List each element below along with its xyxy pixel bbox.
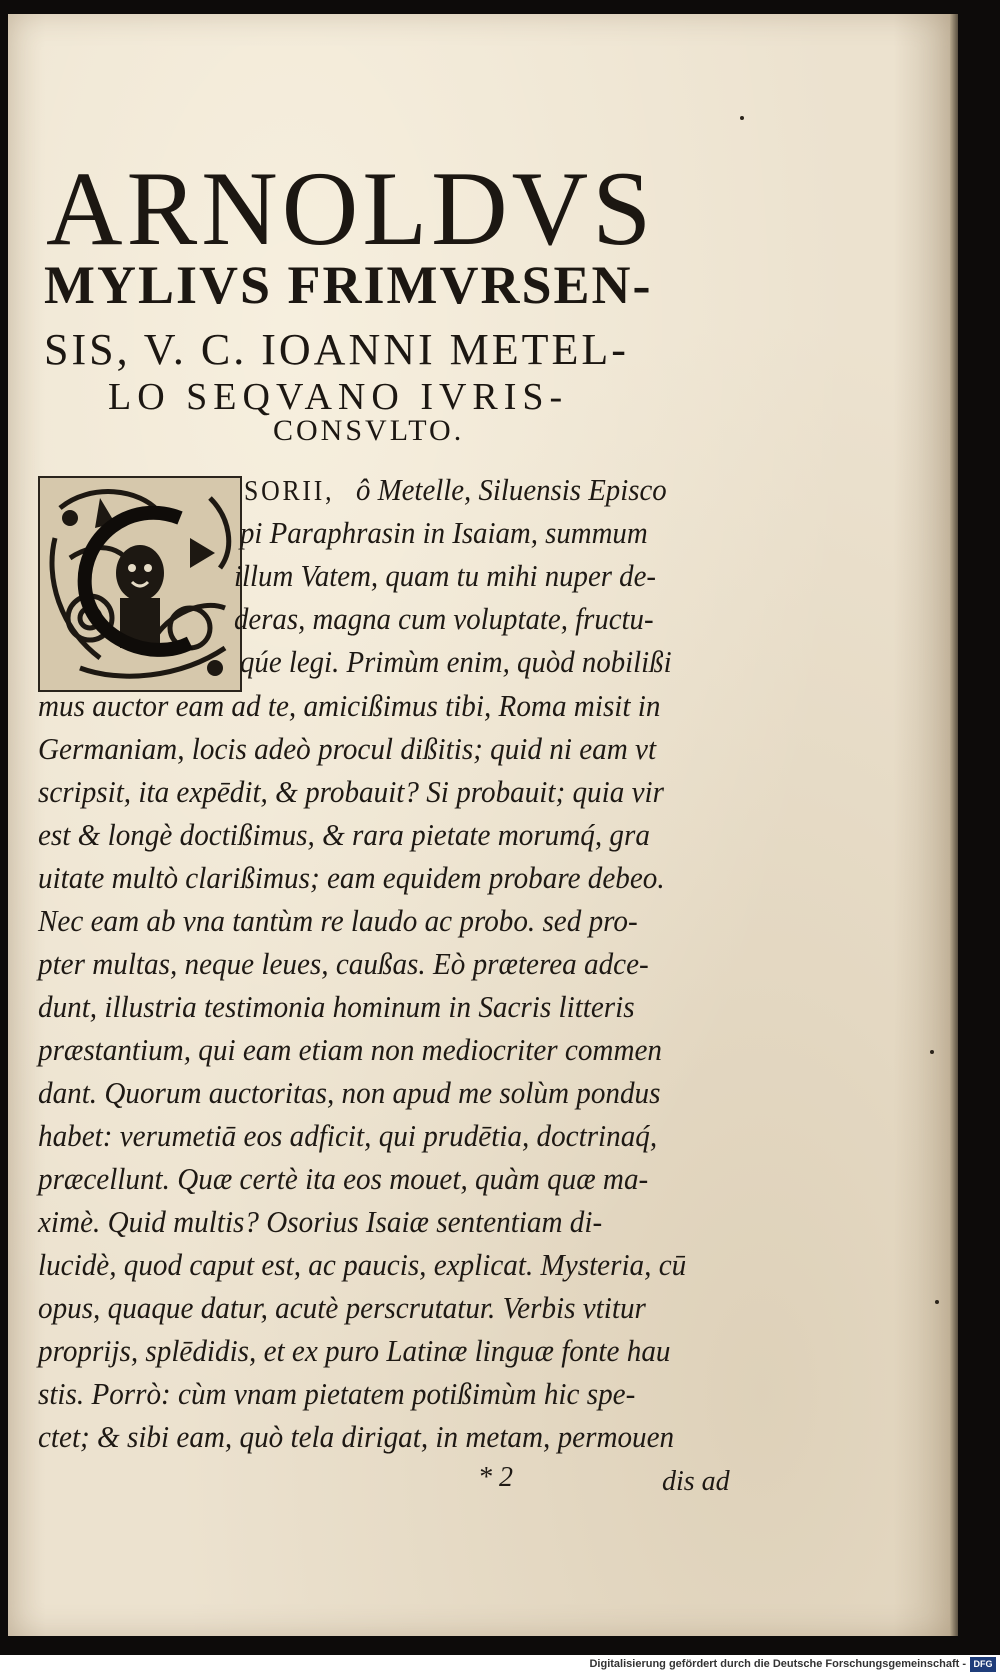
body-line: ximè. Quid multis? Osorius Isaiæ sententiam di- [38,1204,603,1239]
body-line: est & longè doctißimus, & rara pietate morumq́, gra [38,817,650,852]
title-main: ARNOLDVS [46,150,656,267]
body-line: pi Paraphrasin in Isaiam, summum [240,515,648,550]
footer-bar [0,1655,1000,1676]
body-line: ô Metelle, Siluensis Episco [356,472,667,507]
body-line: uitate multò clarißimus; eam equidem probare debeo. [38,860,665,895]
title-line-1: MYLIVS FRIMVRSEN- [44,255,653,315]
body-line: dunt, illustria testimonia hominum in Sacris litteris [38,989,635,1024]
title-line-3: LO SEQVANO IVRIS- [108,376,569,418]
body-line: lucidè, quod caput est, ac paucis, explicat. Mysteria, cū [38,1247,687,1282]
body-line: qúe legi. Primùm enim, quòd nobilißi [240,644,672,679]
ink-speck [740,116,744,120]
dfg-logo: DFG [970,1657,996,1672]
body-line: habet: verumetiā eos adficit, qui prudētia, doctrinaq́, [38,1118,658,1153]
footer-credit: Digitalisierung gefördert durch die Deutsche Forschungsgemeinschaft - [589,1658,966,1670]
ornament-initial-icon [40,478,240,690]
page-edge [950,14,958,1636]
body-line: Nec eam ab vna tantùm re laudo ac probo. sed pro- [38,903,638,938]
body-line: stis. Porrò: cùm vnam pietatem potißimùm hic spe- [38,1376,636,1411]
ink-speck [935,1300,939,1304]
signature-mark: * 2 [478,1462,513,1493]
body-first-word: SORII, [244,476,335,507]
body-line: ctet; & sibi eam, quò tela dirigat, in metam, permouen [38,1419,675,1454]
body-line: pter multas, neque leues, caußas. Eò præterea adce- [38,946,649,981]
body-line: dant. Quorum auctoritas, non apud me solùm pondus [38,1075,661,1110]
body-line: illum Vatem, quam tu mihi nuper de- [234,558,657,593]
body-line: præstantium, qui eam etiam non mediocriter commen [38,1032,663,1067]
ink-speck [930,1050,934,1054]
body-line: proprijs, splēdidis, et ex puro Latinæ linguæ fonte hau [38,1333,671,1368]
body-line: mus auctor eam ad te, amicißimus tibi, Roma misit in [38,688,661,723]
title-line-2: SIS, V. C. IOANNI METEL- [44,325,629,374]
catchword: dis ad [662,1466,730,1497]
body-line: præcellunt. Quæ certè ita eos mouet, quàm quæ ma- [38,1161,649,1196]
body-line: scripsit, ita expēdit, & probauit? Si probauit; quia vir [38,774,664,809]
body-line: opus, quaque datur, acutè perscrutatur. Verbis vtitur [38,1290,646,1325]
body-line: deras, magna cum voluptate, fructu- [234,601,654,636]
body-line: Germaniam, locis adeò procul dißitis; quid ni eam vt [38,731,657,766]
decorated-initial-c [38,476,242,692]
title-line-4: CONSVLTO. [273,414,465,447]
